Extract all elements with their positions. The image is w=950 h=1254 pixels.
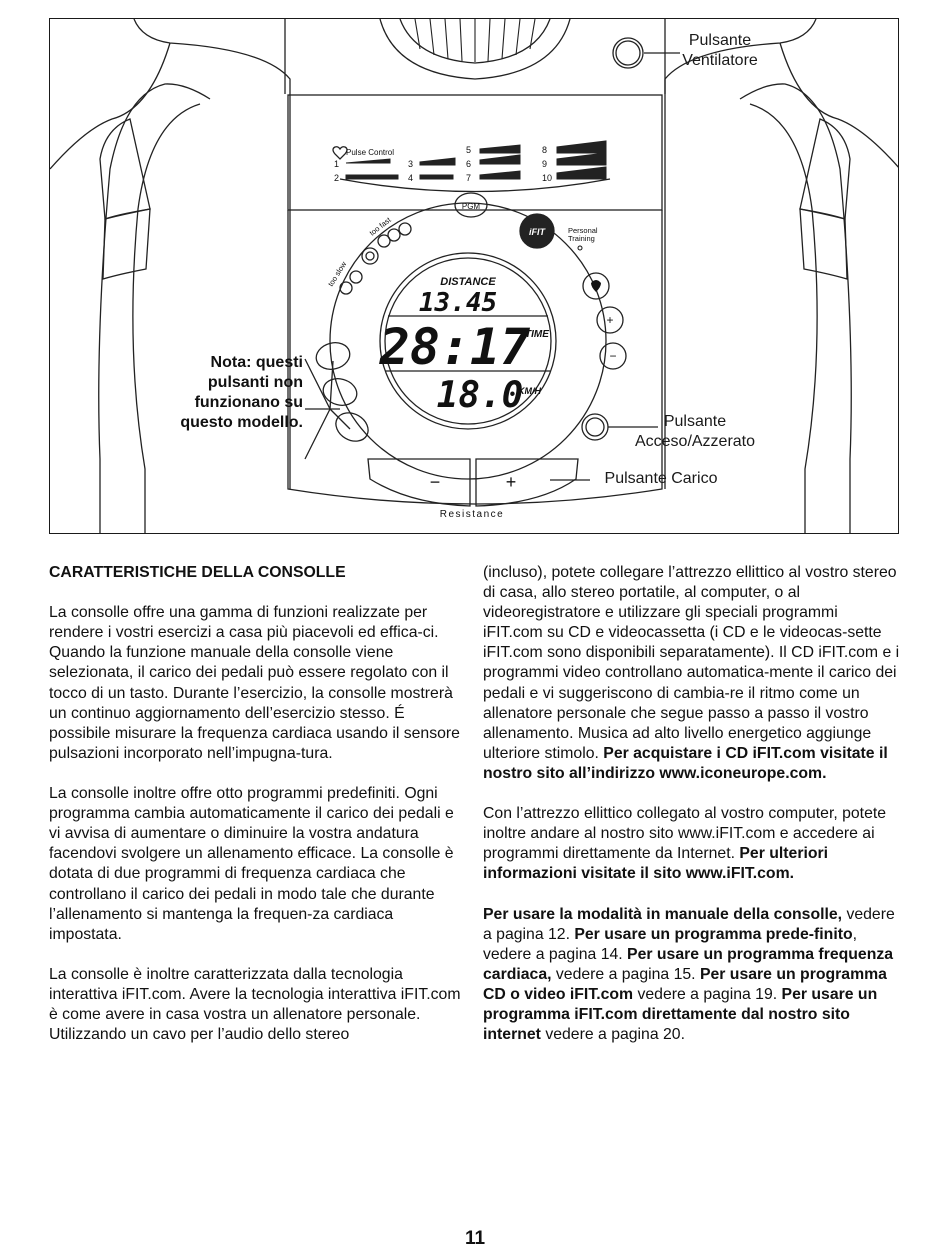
- console-illustration: [49, 18, 899, 534]
- fan-button-callout: Pulsante Ventilatore: [682, 32, 758, 69]
- program-number-3: 3: [408, 159, 414, 169]
- program-number-9: 9: [542, 159, 548, 169]
- program-number-2: 2: [334, 173, 340, 183]
- console-drawing: [50, 19, 899, 534]
- program-number-5: 5: [466, 145, 472, 155]
- plus-label: +: [606, 313, 614, 327]
- left-handle-grip: [99, 84, 210, 534]
- time-value: 28:17: [379, 318, 531, 376]
- indicator-light: [388, 229, 400, 241]
- too-slow-label: too slow: [326, 259, 349, 289]
- training-label: Training: [568, 234, 595, 243]
- right-column: [483, 563, 901, 1065]
- minus-label: −: [609, 349, 617, 363]
- indicator-light: [362, 248, 378, 264]
- personal-label: Personal: [568, 226, 598, 235]
- paragraph-computer: Con l’attrezzo ellittico collegato al vostro computer, potete inoltre andare al nostro sito www.iFIT.com e accedere ai programmi direttamente da Internet. Per ulteriori informazioni visitate il sito www.iFIT.com.: [483, 805, 887, 883]
- program-number-7: 7: [466, 173, 472, 183]
- resistance-minus-button: [368, 459, 470, 506]
- paragraph-page-references: Per usare la modalità in manuale della consolle, vedere a pagina 12. Per usare un programma prede-finito, vedere a pagina 14. Per usare un programma frequenza cardiaca, vedere a pagina 15. Per usare un programma CD o video iFIT.com vedere a pagina 19. Per usare un programma iFIT.com direttamente dal nostro sito internet vedere a pagina 20.: [483, 905, 895, 1044]
- page-number: 11: [464, 1228, 486, 1249]
- distance-label: DISTANCE: [440, 276, 496, 288]
- too-fast-label: too fast: [367, 215, 393, 238]
- resistance-label: Resistance: [439, 509, 505, 520]
- program-number-8: 8: [542, 145, 548, 155]
- right-handle-grip: [740, 84, 851, 534]
- time-label: TIME: [525, 329, 549, 340]
- heart-button-icon: [591, 280, 601, 292]
- paragraph-console-features: La consolle offre una gamma di funzioni realizzate per rendere i vostri esercizi a casa più piacevoli ed effica-ci. Quando la funzione manuale della consolle viene selezionata, il carico dei pedali può essere regolato con il tocco di un tasto. Durante l’esercizio, la consolle mostrerà un continuo aggiornamento dell’esercizio stesso. É possibile misurare la frequenza cardiaca usando il sensore pulsazioni incorporato nell’impugna-tura.: [49, 604, 460, 762]
- fan-button: [613, 38, 643, 68]
- unused-button-3: [331, 407, 373, 447]
- program-number-10: 10: [542, 173, 553, 183]
- on-reset-callout: Pulsante Acceso/Azzerato: [634, 413, 756, 450]
- speed-unit: KM/H: [518, 386, 541, 396]
- distance-value: 13.45: [418, 288, 498, 318]
- program-number-1: 1: [334, 159, 340, 169]
- speed-value: 18.0: [436, 375, 524, 416]
- indicator-light: [399, 223, 411, 235]
- resistance-minus-label: −: [429, 472, 441, 492]
- indicator-light: [340, 282, 352, 294]
- program-number-4: 4: [408, 173, 414, 183]
- section-title: CARATTERISTICHE DELLA CONSOLLE: [49, 564, 346, 581]
- note-text: Nota: questi pulsanti non funzionano su questo modello.: [180, 354, 303, 431]
- paragraph-stereo: (incluso), potete collegare l’attrezzo ellittico al vostro stereo di casa, allo stereo portatile, al computer, o al videoregistratore e utilizzare gli speciali programmi iFIT.com su CD e videocassetta (i CD e le videocas-sette iFIT.com sono disponibili separatamente). Il CD iFIT.com e i programmi video controllano automatica-mente il carico dei pedali e vi suggeriscono di cambia-re il ritmo come un allenatore personale che segue passo a passo il vostro allenamento. Musica ad alto livello energetico aggiunge ulteriore stimolo. Per acquistare i CD iFIT.com visitate il nostro sito all’indirizzo www.iconeurope.com.: [483, 564, 900, 782]
- left-handle-arm: [50, 43, 170, 169]
- paragraph-ifit: La consolle è inoltre caratterizzata dalla tecnologia interattiva iFIT.com. Avere la tecnologia interattiva iFIT.com è come avere in casa vostra un allenatore personale. Utilizzando un cavo per l’audio dello stereo: [49, 965, 461, 1044]
- ifit-logo-text: iFIT: [529, 227, 545, 237]
- pgm-label: PGM: [461, 202, 481, 211]
- left-column: [49, 563, 464, 1065]
- resistance-plus-label: +: [505, 472, 517, 492]
- resistance-callout: Pulsante Carico: [604, 470, 718, 487]
- program-bars: [346, 141, 606, 179]
- personal-training-light: [578, 246, 582, 250]
- heart-icon: [333, 147, 347, 159]
- program-number-6: 6: [466, 159, 472, 169]
- indicator-light: [350, 271, 362, 283]
- paragraph-programs: La consolle inoltre offre otto programmi predefiniti. Ogni programma cambia automaticamente il carico dei pedali e vi avvisa di aumentare o diminuire la vostra andatura facendovi svolgere un allenamento efficace. La consolle è dotata di due programmi di frequenza cardiaca che controllano il carico dei pedali in modo tale che durante l’allenamento si mantenga la frequen-za cardiaca impostata.: [49, 785, 454, 943]
- program-header: Pulse Control: [346, 148, 395, 157]
